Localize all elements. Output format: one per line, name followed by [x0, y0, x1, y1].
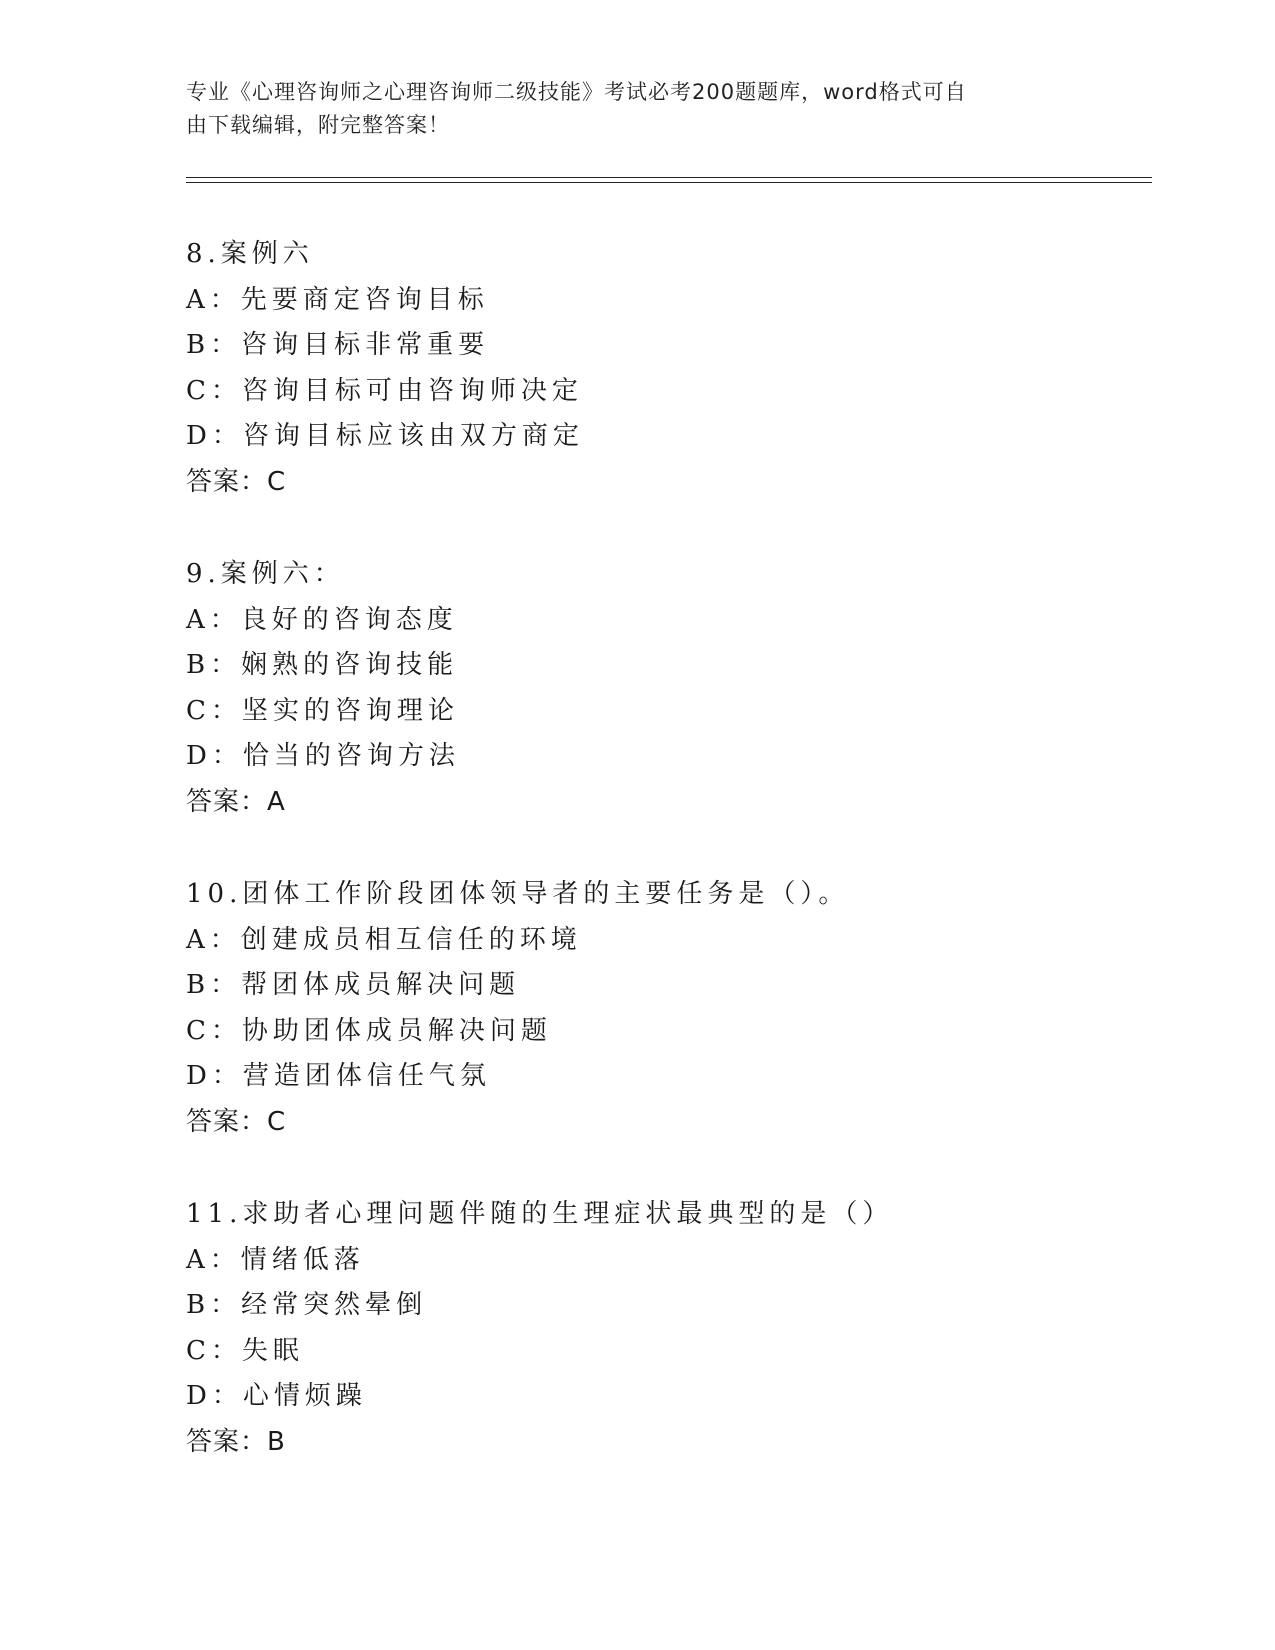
option-c: C：协助团体成员解决问题	[186, 1015, 552, 1046]
option-a: A：创建成员相互信任的环境	[186, 924, 582, 955]
option-b: B：娴熟的咨询技能	[186, 650, 459, 681]
option-d: D：恰当的咨询方法	[186, 741, 460, 772]
document-header	[186, 76, 1066, 142]
option-a: A：先要商定咨询目标	[186, 284, 489, 315]
question-list	[186, 232, 1152, 1512]
question-11	[186, 1192, 1152, 1512]
option-c: C：坚实的咨询理论	[186, 695, 459, 726]
option-a: A：情绪低落	[186, 1244, 365, 1275]
option-d: D：营造团体信任气氛	[186, 1061, 491, 1092]
header-line-1: 专业《心理咨询师之心理咨询师二级技能》考试必考200题题库，word格式可自	[186, 80, 967, 104]
option-d: D：咨询目标应该由双方商定	[186, 421, 584, 452]
header-line-2: 由下载编辑，附完整答案！	[186, 113, 450, 137]
question-title: 8.案例六	[186, 239, 314, 269]
question-title: 9.案例六：	[186, 559, 345, 589]
question-9	[186, 552, 1152, 872]
option-c: C：咨询目标可由咨询师决定	[186, 375, 583, 406]
header-divider-top	[186, 177, 1152, 178]
question-title: 11.求助者心理问题伴随的生理症状最典型的是（）	[186, 1199, 894, 1229]
option-b: B：咨询目标非常重要	[186, 330, 490, 361]
answer-line: 答案：A	[186, 786, 286, 817]
question-title: 10.团体工作阶段团体领导者的主要任务是（）。	[186, 879, 850, 909]
option-b: B：帮团体成员解决问题	[186, 970, 521, 1001]
question-8	[186, 232, 1152, 552]
answer-line: 答案：C	[186, 1106, 287, 1137]
question-10	[186, 872, 1152, 1192]
option-d: D：心情烦躁	[186, 1381, 367, 1412]
header-divider-bottom	[186, 182, 1152, 183]
answer-line: 答案：C	[186, 466, 287, 497]
option-a: A：良好的咨询态度	[186, 604, 458, 635]
answer-line: 答案：B	[186, 1426, 286, 1457]
option-c: C：失眠	[186, 1335, 304, 1366]
option-b: B：经常突然晕倒	[186, 1290, 428, 1321]
